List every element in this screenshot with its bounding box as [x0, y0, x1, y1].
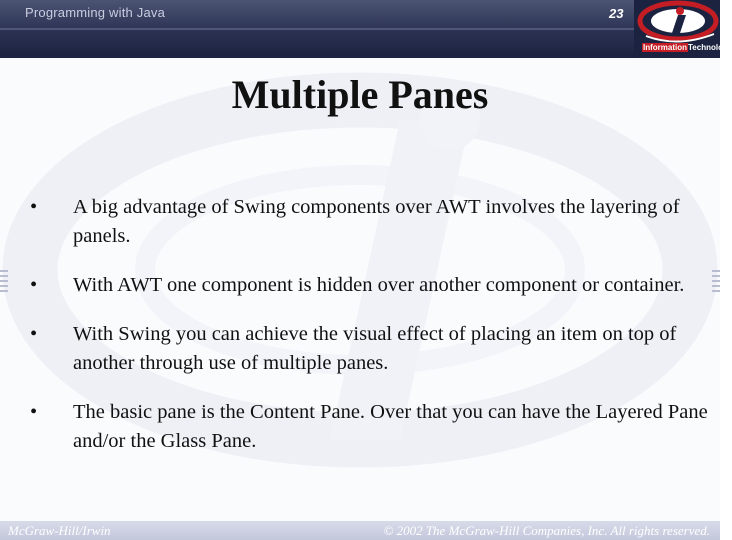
page-number: 23 — [609, 6, 624, 21]
bullet-list — [30, 193, 710, 476]
bullet-item — [30, 271, 710, 300]
bullet-item — [30, 398, 710, 456]
bullet-item — [30, 320, 710, 378]
bullet-text: With AWT one component is hidden over another component or container. — [73, 274, 685, 296]
footer-copyright: © 2002 The McGraw-Hill Companies, Inc. All rights reserved. — [383, 523, 710, 538]
bullet-text: A big advantage of Swing components over AWT involves the layering of panels. — [73, 196, 680, 247]
header-strip — [0, 28, 720, 30]
logo-wordmark — [642, 43, 732, 55]
left-edge-marks — [0, 270, 8, 300]
logo-word-technology: Technology — [688, 43, 732, 52]
bullet-marker: • — [30, 401, 38, 423]
right-edge-marks — [712, 270, 720, 300]
bullet-text: The basic pane is the Content Pane. Over that you can have the Layered Pane and/or the Glass Pane. — [73, 401, 708, 452]
course-title: Programming with Java — [25, 5, 166, 20]
bullet-item — [30, 193, 710, 251]
bullet-marker: • — [30, 196, 38, 218]
bullet-marker: • — [30, 323, 38, 345]
footer-publisher: McGraw-Hill/Irwin — [8, 523, 111, 538]
slide-title: Multiple Panes — [231, 72, 489, 117]
bullet-text: With Swing you can achieve the visual effect of placing an item on top of another through use of multiple panes. — [73, 323, 677, 374]
logo-word-information: Information — [643, 43, 687, 52]
bullet-marker: • — [30, 274, 38, 296]
